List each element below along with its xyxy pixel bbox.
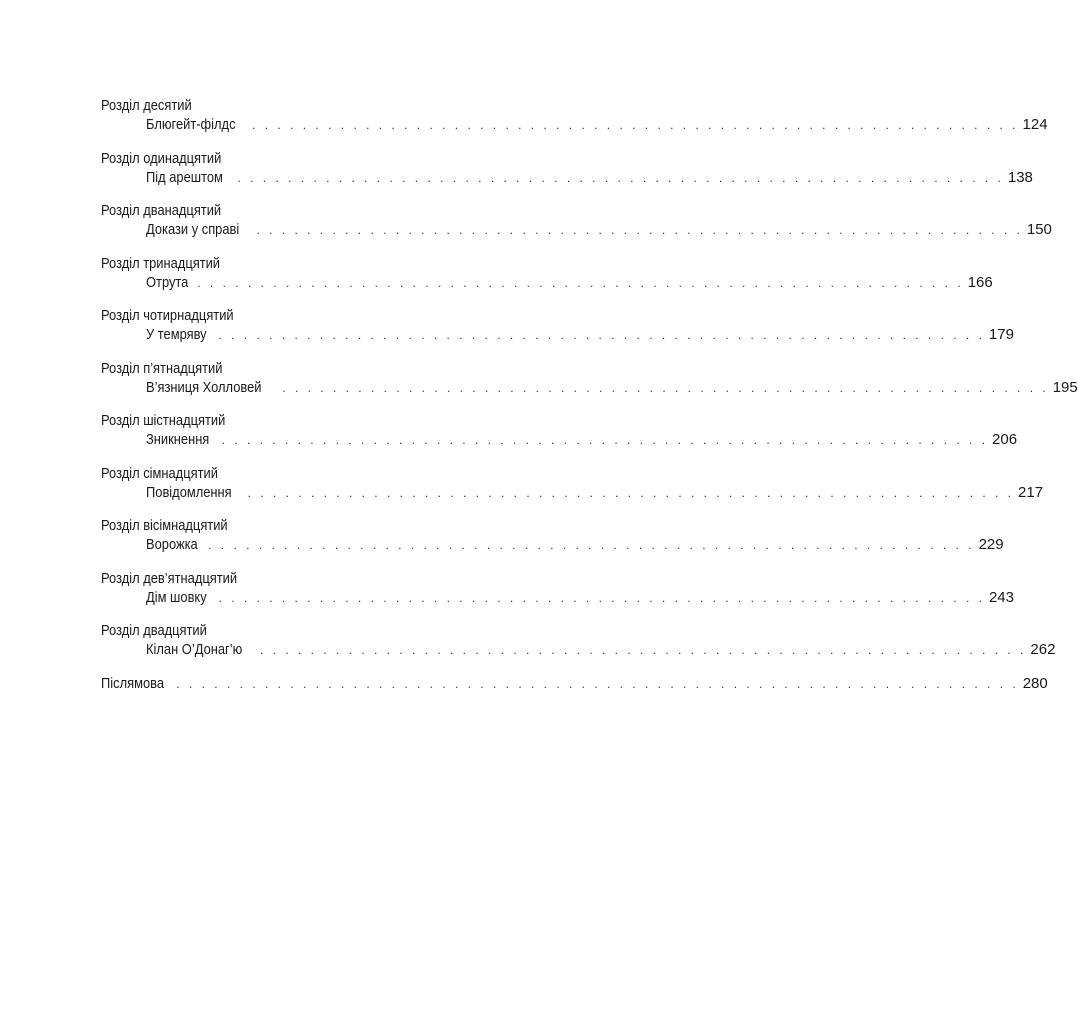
page-number: 195 [1052,378,1078,396]
toc-chapter [101,621,1056,659]
toc-entry[interactable] [146,115,1048,134]
chapter-label: Розділ вісімнадцятий [101,517,228,534]
page-number: 138 [1007,168,1033,186]
page-number: 262 [1030,641,1056,658]
chapter-title: Кілан О’Донаг’ю [146,641,243,658]
toc-entry[interactable] [146,273,993,292]
toc-chapter [101,254,993,292]
chapter-title: У темряву [146,326,207,343]
chapter-label: Розділ одинадцятий [101,149,222,167]
chapter-label: Розділ двадцятий [101,622,207,639]
chapter-title: Під арештом [146,168,223,186]
afterword-title: Післямова [101,674,165,692]
toc-chapter [101,96,1048,134]
page-number: 280 [1022,674,1048,692]
dot-leader: . . . . . . . . . . . . . . . . . . . . . . . . . . . . . . . . . . . . . . . . . . . . . . . . . . . . . . . . . . . . . [256,223,1023,237]
dot-leader: . . . . . . . . . . . . . . . . . . . . . . . . . . . . . . . . . . . . . . . . . . . . . . . . . . . . . . . . . . . . . [247,485,1015,500]
chapter-label: Розділ десятий [101,97,192,114]
dot-leader: . . . . . . . . . . . . . . . . . . . . . . . . . . . . . . . . . . . . . . . . . . . . . . . . . . . . . . . . . . . . . [218,328,985,342]
toc-entry[interactable] [146,378,1078,397]
toc-entry[interactable] [146,588,1014,607]
page-number: 206 [992,431,1018,448]
toc-chapter [101,149,1033,187]
page-number: 166 [967,273,993,291]
page-number: 217 [1018,483,1044,501]
dot-leader: . . . . . . . . . . . . . . . . . . . . . . . . . . . . . . . . . . . . . . . . . . . . . . . . . . . . . . . . . . . . . [218,590,985,605]
page-number: 150 [1026,221,1052,238]
page-number: 243 [988,588,1014,606]
chapter-title: Докази у справі [146,221,240,238]
dot-leader: . . . . . . . . . . . . . . . . . . . . . . . . . . . . . . . . . . . . . . . . . . . . . . . . . . . . . . . . . . . . . [252,118,1019,132]
toc-chapter [101,411,1018,449]
chapter-title: В’язниця Холловей [146,378,262,396]
toc-chapter [101,516,1004,554]
chapter-title: Отрута [146,273,189,291]
page-number: 179 [988,326,1014,343]
page-number: 229 [978,536,1004,553]
dot-leader: . . . . . . . . . . . . . . . . . . . . . . . . . . . . . . . . . . . . . . . . . . . . . . . . . . . . . . . . . . . . . [221,433,989,447]
chapter-label: Розділ дев’ятнадцятий [101,569,238,587]
toc-entry[interactable] [146,640,1056,659]
dot-leader: . . . . . . . . . . . . . . . . . . . . . . . . . . . . . . . . . . . . . . . . . . . . . . . . . . . . . . . . . . . . . [197,275,964,290]
toc-chapter [101,359,1078,397]
dot-leader: . . . . . . . . . . . . . . . . . . . . . . . . . . . . . . . . . . . . . . . . . . . . . . . . . . . . . . . . . . . . . . . . . . . [176,676,1019,691]
toc-entry[interactable] [146,535,1004,554]
toc-chapter [101,464,1044,502]
toc-entry[interactable] [146,430,1018,449]
chapter-title: Повідомлення [146,483,232,501]
chapter-title: Дім шовку [146,588,207,606]
chapter-label: Розділ шістнадцятий [101,412,226,429]
chapter-label: Розділ чотирнадцятий [101,307,234,324]
chapter-title: Зникнення [146,431,210,448]
toc-entry[interactable] [146,220,1052,239]
page-number: 124 [1022,116,1048,133]
chapter-label: Розділ тринадцятий [101,254,221,272]
chapter-label: Розділ п’ятнадцятий [101,359,223,377]
toc-entry-afterword[interactable] [101,674,1048,693]
dot-leader: . . . . . . . . . . . . . . . . . . . . . . . . . . . . . . . . . . . . . . . . . . . . . . . . . . . . . . . . . . . . . [282,380,1049,395]
toc-chapter [101,306,1014,344]
table-of-contents [101,96,1078,693]
toc-entry[interactable] [146,483,1044,502]
toc-entry[interactable] [146,168,1033,187]
chapter-title: Блюгейт-філдс [146,116,236,133]
toc-chapter [101,569,1014,607]
toc-entry[interactable] [146,325,1014,344]
chapter-label: Розділ сімнадцятий [101,464,218,482]
dot-leader: . . . . . . . . . . . . . . . . . . . . . . . . . . . . . . . . . . . . . . . . . . . . . . . . . . . . . . . . . . . . . [237,170,1004,185]
dot-leader: . . . . . . . . . . . . . . . . . . . . . . . . . . . . . . . . . . . . . . . . . . . . . . . . . . . . . . . . . . . . . [208,538,975,552]
toc-chapter [101,201,1052,239]
chapter-label: Розділ дванадцятий [101,202,222,219]
chapter-title: Ворожка [146,536,198,553]
dot-leader: . . . . . . . . . . . . . . . . . . . . . . . . . . . . . . . . . . . . . . . . . . . . . . . . . . . . . . . . . . . . . [259,643,1027,657]
